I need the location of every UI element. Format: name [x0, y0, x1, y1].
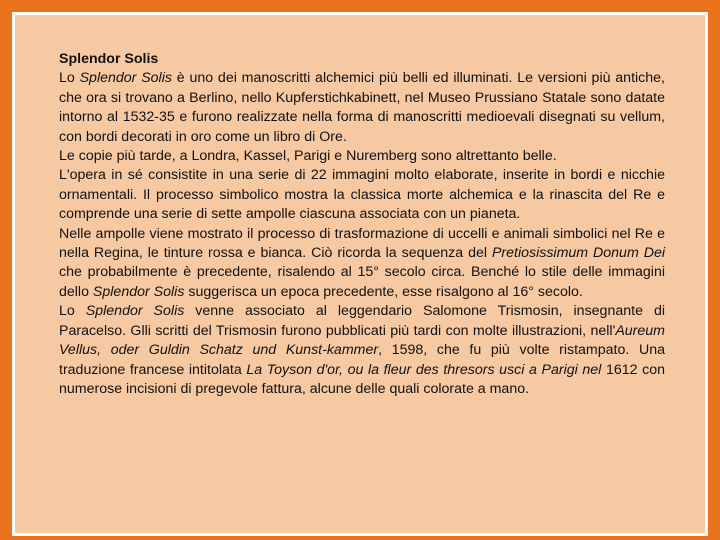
italic-text-run: Splendor Solis — [85, 303, 185, 320]
text-run: Nelle ampolle viene mostrato il processo di trasformazione di uccelli e animali simbolici nel Re e nella Regina, le tinture rossa e bianca. Ciò ricorda la sequenza del — [59, 225, 665, 262]
text-run: è uno dei manoscritti alchemici più belli ed illuminati. Le versioni più antiche, che ora si trovano a Berlino, nello Kupferstichkabinett, nel Museo Prussiano Statale sono datate intorno al 1532-35 e furono realizzate nella forma di manoscritti medioevali disegnati su vellum, con bordi decorati in oro come un libro di Ore. — [59, 70, 665, 145]
italic-text-run: Pretiosissimum Donum Dei — [491, 245, 665, 262]
paragraph — [59, 69, 665, 147]
paragraph — [59, 302, 665, 399]
text-run: venne associato al leggendario Salomone Trismosin, insegnante di Paracelso. Glli scritti del Trismosin furono pubblicati più tardi con molte illustrazioni, nell' — [59, 303, 665, 339]
text-run: suggerisca un epoca precedente, esse risalgono al 16° secolo. — [184, 283, 583, 300]
paragraph — [59, 166, 665, 224]
text-run: Lo — [59, 70, 80, 87]
italic-text-run: Splendor Solis — [79, 70, 172, 87]
text-run: , 1598, che fu più volte ristampato. Una traduzione francese intitolata — [59, 342, 665, 378]
text-block — [59, 50, 665, 399]
text-run: L'opera in sé consistite in una serie di 22 immagini molto elaborate, inserite in bordi e nicchie ornamentali. Il processo simbolico mostra la classica morte alchemica e la rinascita del Re e comprende una serie di sette ampolle ciascuna associata con un pianeta. — [59, 167, 665, 223]
text-run: Le copie più tarde, a Londra, Kassel, Parigi e Nuremberg sono altrettanto belle. — [59, 148, 557, 165]
italic-text-run: La Toyson d'or, ou la fleur des thresors usci a Parigi nel — [246, 361, 602, 378]
text-run: Lo — [59, 303, 86, 320]
slide-title: Splendor Solis — [59, 51, 159, 67]
italic-text-run: Splendor Solis — [92, 283, 185, 300]
paragraph — [59, 147, 665, 166]
text-run: 1612 con numerose incisioni di pregevole fattura, alcune delle quali colorate a mano. — [59, 361, 666, 397]
italic-text-run: Aureum Vellus, oder Guldin Schatz und Kunst-kammer — [59, 322, 665, 359]
text-run: che probabilmente è precedente, risalendo al 15° secolo circa. Benché lo stile delle immagini dello — [59, 264, 665, 300]
content-panel — [12, 12, 708, 536]
paragraph — [59, 225, 665, 303]
